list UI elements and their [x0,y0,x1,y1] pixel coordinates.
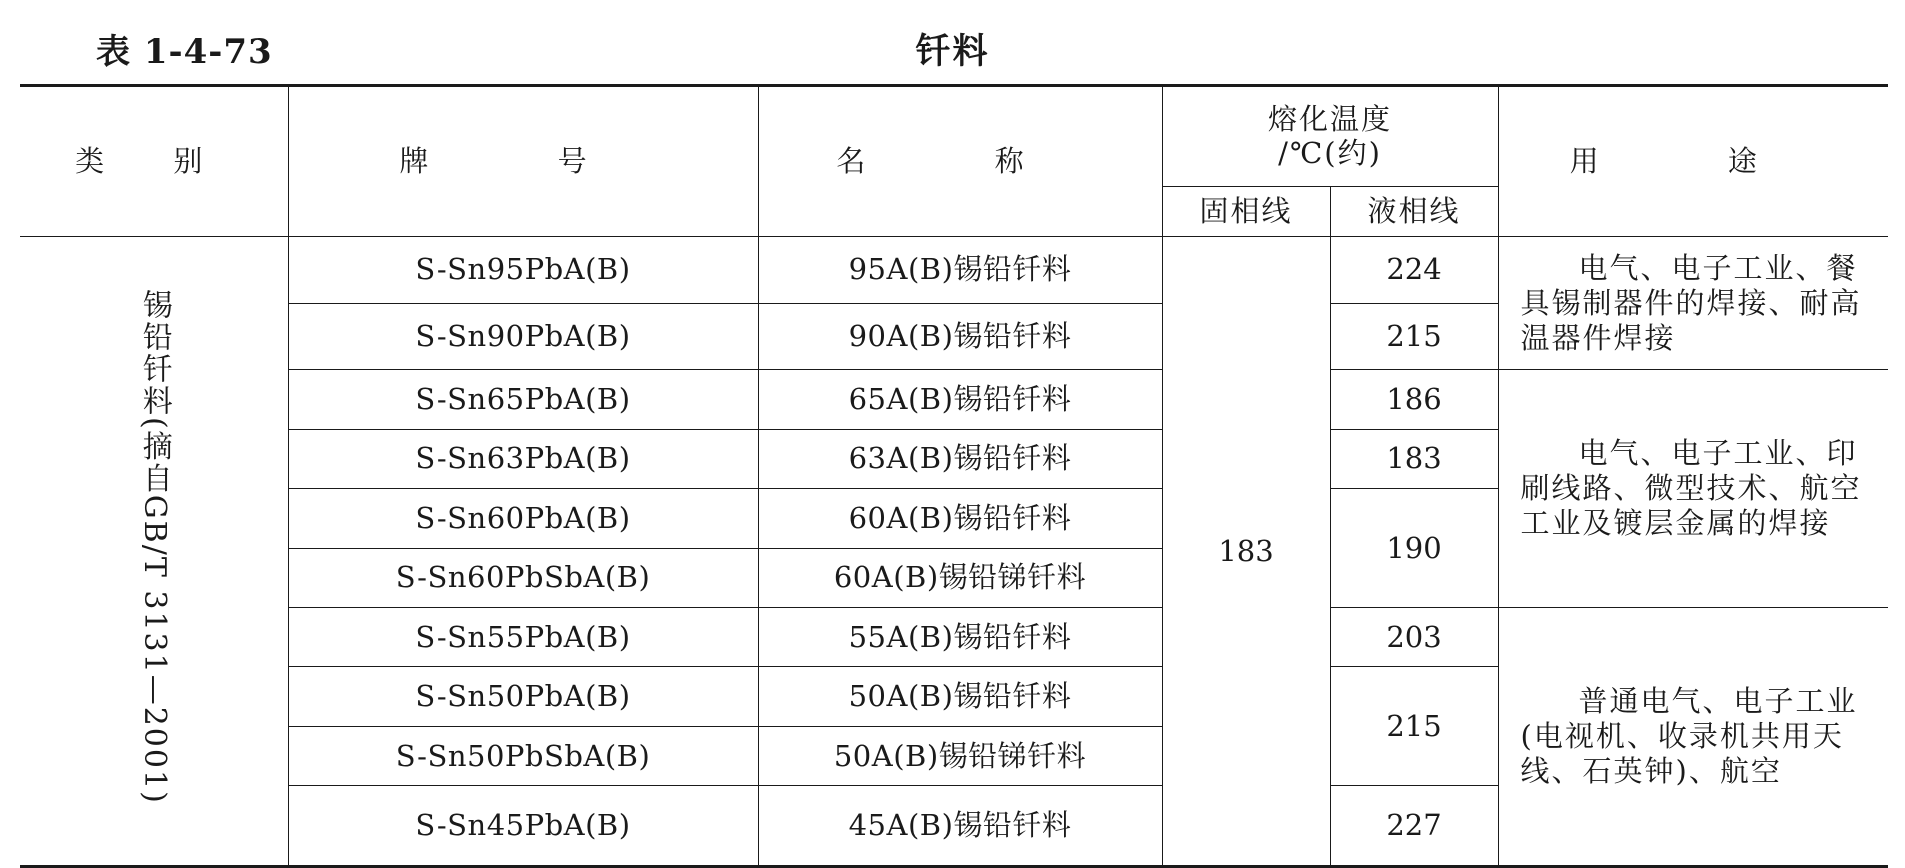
header-grade: 牌 号 [288,86,758,237]
grade-cell: S-Sn95PbA(B) [288,237,758,304]
solder-table [20,84,1888,868]
grade-cell: S-Sn45PbA(B) [288,786,758,867]
grade-cell: S-Sn90PbA(B) [288,303,758,370]
grade-cell: S-Sn65PbA(B) [288,370,758,429]
liquidus-cell: 224 [1330,237,1498,304]
category-label: 锡铅钎料(摘自GB/T 3131—2001) [136,289,172,806]
grade-cell: S-Sn55PbA(B) [288,607,758,666]
table-caption [0,0,1905,84]
liquidus-cell: 183 [1330,429,1498,488]
liquidus-cell: 215 [1330,303,1498,370]
header-row [20,86,1888,187]
header-category: 类 别 [20,86,288,237]
header-solidus: 固相线 [1162,186,1330,236]
name-cell: 63A(B)锡铅钎料 [758,429,1162,488]
liquidus-cell: 203 [1330,607,1498,666]
table-row [20,370,1888,429]
usage-cell [1498,370,1888,608]
table-number: 表 1-4-73 [96,32,273,72]
category-cell [20,237,288,867]
header-name: 名 称 [758,86,1162,237]
name-cell: 65A(B)锡铅钎料 [758,370,1162,429]
header-liquidus: 液相线 [1330,186,1498,236]
usage-cell [1498,607,1888,866]
grade-cell: S-Sn50PbA(B) [288,667,758,726]
usage-text: 电气、电子工业、餐具锡制器件的焊接、耐高温器件焊接 [1520,250,1862,355]
grade-cell: S-Sn60PbA(B) [288,489,758,548]
name-cell: 45A(B)锡铅钎料 [758,786,1162,867]
liquidus-cell: 215 [1330,667,1498,786]
name-cell: 95A(B)锡铅钎料 [758,237,1162,304]
header-melting-temperature [1162,86,1498,187]
name-cell: 50A(B)锡铅锑钎料 [758,726,1162,785]
name-cell: 55A(B)锡铅钎料 [758,607,1162,666]
table-title: 钎料 [915,31,990,72]
solidus-cell: 183 [1162,237,1330,867]
usage-text: 普通电气、电子工业(电视机、收录机共用天线、石英钟)、航空 [1520,684,1858,788]
grade-cell: S-Sn50PbSbA(B) [288,726,758,785]
usage-cell [1498,237,1888,370]
liquidus-cell: 227 [1330,786,1498,867]
liquidus-cell: 190 [1330,489,1498,608]
header-usage: 用 途 [1498,86,1888,237]
table-row [20,607,1888,666]
name-cell: 60A(B)锡铅钎料 [758,489,1162,548]
grade-cell: S-Sn63PbA(B) [288,429,758,488]
header-melting-line2: /℃(约) [1278,136,1382,171]
table-row [20,237,1888,304]
name-cell: 60A(B)锡铅锑钎料 [758,548,1162,607]
liquidus-cell: 186 [1330,370,1498,429]
usage-text: 电气、电子工业、印刷线路、微型技术、航空工业及镀层金属的焊接 [1520,436,1862,540]
header-melting-line1: 熔化温度 [1268,101,1393,136]
name-cell: 90A(B)锡铅钎料 [758,303,1162,370]
grade-cell: S-Sn60PbSbA(B) [288,548,758,607]
name-cell: 50A(B)锡铅钎料 [758,667,1162,726]
